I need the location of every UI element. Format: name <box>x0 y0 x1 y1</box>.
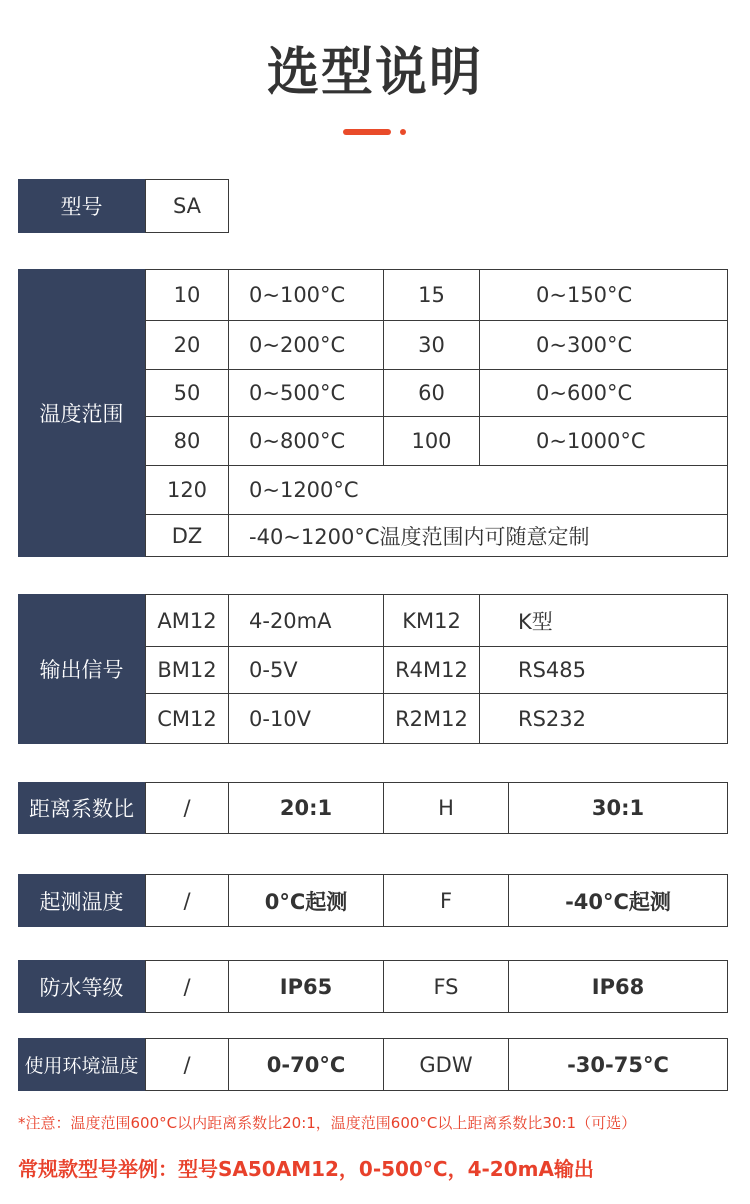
signal-code: BM12 <box>145 646 229 694</box>
distance-ratio-code: H <box>383 782 509 834</box>
temp-range-custom: -40~1200°C温度范围内可随意定制 <box>228 514 728 557</box>
start-temp-code: F <box>383 874 509 927</box>
temp-code: 15 <box>383 269 480 321</box>
temp-code: 120 <box>145 465 229 515</box>
env-temp-header: 使用环境温度 <box>18 1038 145 1091</box>
signal-code: R2M12 <box>383 693 480 744</box>
waterproof-code: FS <box>383 960 509 1013</box>
temp-range: 0~1000°C <box>479 416 728 466</box>
signal-value: 0-5V <box>228 646 384 694</box>
distance-ratio-value: 20:1 <box>228 782 384 834</box>
temp-code: 50 <box>145 369 229 417</box>
temp-code: 30 <box>383 320 480 370</box>
temp-code: 80 <box>145 416 229 466</box>
temp-code: 20 <box>145 320 229 370</box>
temp-code: 100 <box>383 416 480 466</box>
start-temp-code: / <box>145 874 229 927</box>
waterproof-value: IP65 <box>228 960 384 1013</box>
example-text: 常规款型号举例：型号SA50AM12，0-500°C，4-20mA输出 <box>18 1157 594 1181</box>
page-title: 选型说明 <box>266 43 483 103</box>
temp-range: 0~200°C <box>228 320 384 370</box>
distance-ratio-header: 距离系数比 <box>18 782 145 834</box>
distance-ratio-value: 30:1 <box>508 782 728 834</box>
output-signal-header: 输出信号 <box>18 594 145 744</box>
signal-value: RS485 <box>479 646 728 694</box>
model-value: SA <box>145 179 229 233</box>
temp-range: 0~150°C <box>479 269 728 321</box>
start-temp-header: 起测温度 <box>18 874 145 927</box>
env-temp-code: GDW <box>383 1038 509 1091</box>
temp-range: 0~600°C <box>479 369 728 417</box>
waterproof-value: IP68 <box>508 960 728 1013</box>
temp-code: DZ <box>145 514 229 557</box>
temp-range: 0~300°C <box>479 320 728 370</box>
waterproof-header: 防水等级 <box>18 960 145 1013</box>
env-temp-code: / <box>145 1038 229 1091</box>
note-text: *注意：温度范围600°C以内距离系数比20:1，温度范围600°C以上距离系数比30:1（可选） <box>18 1114 637 1132</box>
signal-value: RS232 <box>479 693 728 744</box>
env-temp-value: 0-70°C <box>228 1038 384 1091</box>
temp-range: 0~800°C <box>228 416 384 466</box>
distance-ratio-code: / <box>145 782 229 834</box>
title-accent-dot <box>400 129 406 135</box>
signal-code: KM12 <box>383 594 480 647</box>
signal-value: 4-20mA <box>228 594 384 647</box>
title-accent-bar <box>343 129 391 135</box>
waterproof-code: / <box>145 960 229 1013</box>
env-temp-value: -30-75°C <box>508 1038 728 1091</box>
temperature-range-header: 温度范围 <box>18 269 145 557</box>
start-temp-value: 0°C起测 <box>228 874 384 927</box>
temp-range: 0~100°C <box>228 269 384 321</box>
start-temp-value: -40°C起测 <box>508 874 728 927</box>
model-header: 型号 <box>18 179 145 233</box>
temp-range: 0~1200°C <box>228 465 728 515</box>
signal-code: R4M12 <box>383 646 480 694</box>
signal-value: K型 <box>479 594 728 647</box>
temp-code: 60 <box>383 369 480 417</box>
temp-range: 0~500°C <box>228 369 384 417</box>
signal-value: 0-10V <box>228 693 384 744</box>
signal-code: CM12 <box>145 693 229 744</box>
temp-code: 10 <box>145 269 229 321</box>
signal-code: AM12 <box>145 594 229 647</box>
